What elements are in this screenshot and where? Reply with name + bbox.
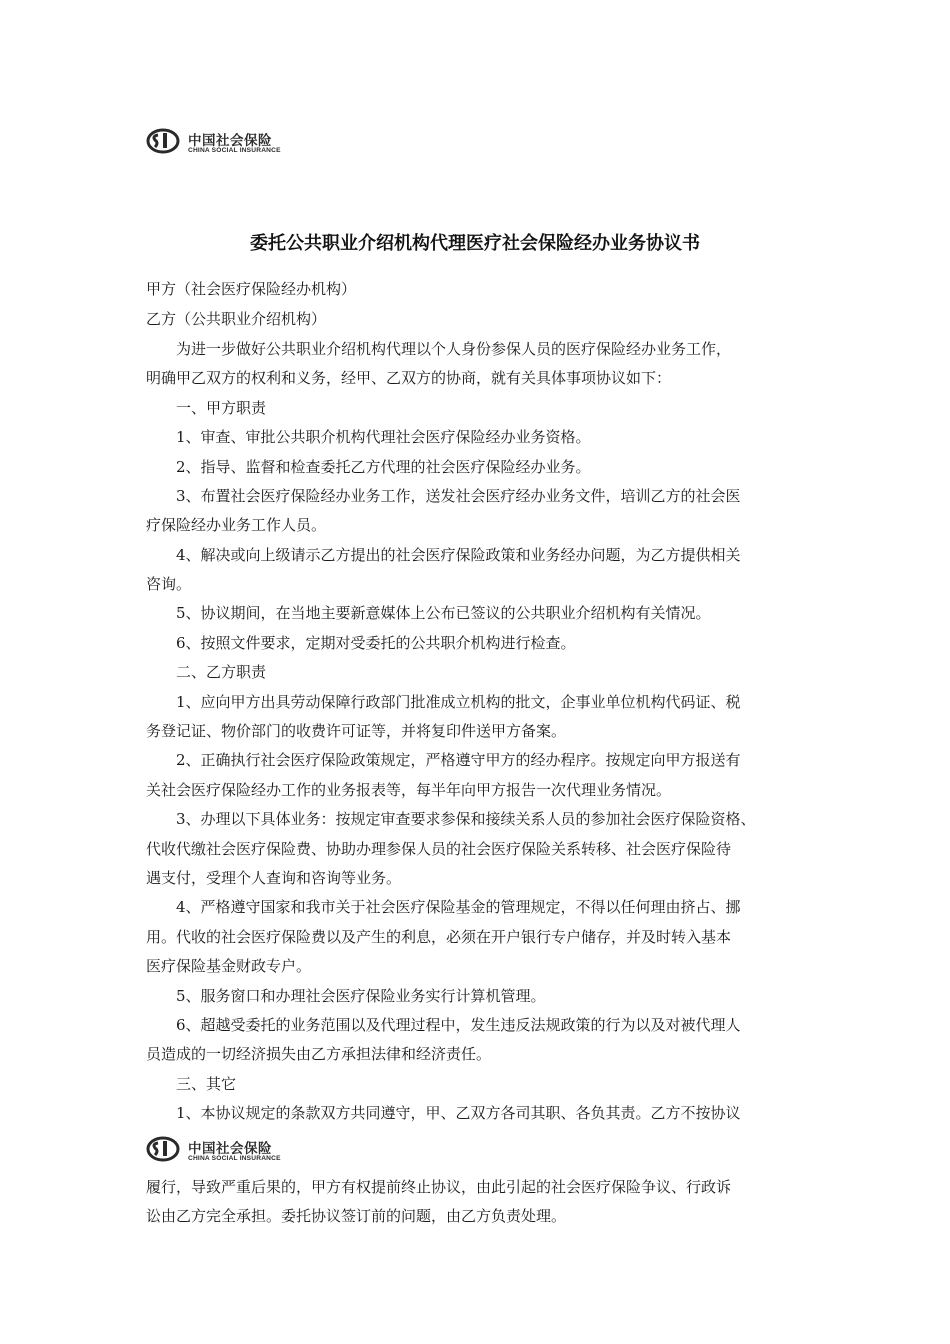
paragraph-line: 用。代收的社会医疗保险费以及产生的利息，必须在开户银行专户储存，并及时转入基本: [146, 928, 732, 946]
paragraph-line: 1、本协议规定的条款双方共同遵守，甲、乙双方各司其职、各负其责。乙方不按协议: [176, 1104, 741, 1122]
paragraph-line: 关社会医疗保险经办工作的业务报表等，每半年向甲方报告一次代理业务情况。: [146, 781, 672, 799]
logo-chinese-name: 中国社会保险: [188, 133, 272, 149]
logo-english-name: CHINA SOCIAL INSURANCE: [188, 1155, 281, 1162]
logo-english-name: CHINA SOCIAL INSURANCE: [188, 147, 281, 154]
party-b-line: 乙方（公共职业介绍机构）: [146, 310, 327, 328]
paragraph-line: 3、办理以下具体业务：按规定审查要求参保和接续关系人员的参加社会医疗保险资格、: [176, 810, 756, 828]
china-social-insurance-emblem-icon: [146, 1134, 186, 1164]
paragraph-line: 1、应向甲方出具劳动保障行政部门批准成立机构的批文，企事业单位机构代码证、税: [176, 693, 741, 711]
paragraph-line: 讼由乙方完全承担。委托协议签订前的问题，由乙方负责处理。: [146, 1207, 567, 1225]
section-heading: 一、甲方职责: [176, 399, 267, 417]
paragraph-line: 6、超越受委托的业务范围以及代理过程中，发生违反法规政策的行为以及对被代理人: [176, 1016, 741, 1034]
paragraph-line: 员造成的一切经济损失由乙方承担法律和经济责任。: [146, 1045, 492, 1063]
paragraph-line: 4、解决或向上级请示乙方提出的社会医疗保险政策和业务经办问题，为乙方提供相关: [176, 546, 741, 564]
china-social-insurance-emblem-icon: [146, 126, 186, 156]
header-logo: [146, 126, 306, 162]
paragraph-line: 5、协议期间，在当地主要新意媒体上公布已签议的公共职业介绍机构有关情况。: [176, 604, 711, 622]
paragraph-line: 遇支付，受理个人查询和咨询等业务。: [146, 869, 402, 887]
paragraph-line: 5、服务窗口和办理社会医疗保险业务实行计算机管理。: [176, 987, 546, 1005]
paragraph-line: 疗保险经办业务工作人员。: [146, 516, 327, 534]
paragraph-line: 4、严格遵守国家和我市关于社会医疗保险基金的管理规定，不得以任何理由挤占、挪: [176, 898, 741, 916]
paragraph-line: 务登记证、物价部门的收费许可证等，并将复印件送甲方备案。: [146, 722, 567, 740]
paragraph-line: 医疗保险基金财政专户。: [146, 957, 312, 975]
paragraph-line: 代收代缴社会医疗保险费、协助办理参保人员的社会医疗保险关系转移、社会医疗保险待: [146, 840, 732, 858]
paragraph-line: 履行，导致严重后果的，甲方有权提前终止协议，由此引起的社会医疗保险争议、行政诉: [146, 1178, 732, 1196]
paragraph-line: 咨询。: [146, 575, 192, 593]
page-header-logo: [146, 1134, 306, 1170]
section-heading: 三、其它: [176, 1075, 237, 1093]
paragraph-line: 明确甲乙双方的权利和义务，经甲、乙双方的协商，就有关具体事项协议如下：: [146, 369, 672, 387]
logo-chinese-name: 中国社会保险: [188, 1141, 272, 1157]
party-a-line: 甲方（社会医疗保险经办机构）: [146, 280, 357, 298]
paragraph-line: 3、布置社会医疗保险经办业务工作，送发社会医疗经办业务文件，培训乙方的社会医: [176, 487, 741, 505]
paragraph-line: 2、指导、监督和检查委托乙方代理的社会医疗保险经办业务。: [176, 458, 591, 476]
paragraph-line: 为进一步做好公共职业介绍机构代理以个人身份参保人员的医疗保险经办业务工作，: [176, 340, 732, 358]
paragraph-line: 2、正确执行社会医疗保险政策规定，严格遵守甲方的经办程序。按规定向甲方报送有: [176, 751, 741, 769]
document-title: 委托公共职业介绍机构代理医疗社会保险经办业务协议书: [250, 233, 700, 254]
paragraph-line: 6、按照文件要求，定期对受委托的公共职介机构进行检查。: [176, 634, 576, 652]
paragraph-line: 1、审查、审批公共职介机构代理社会医疗保险经办业务资格。: [176, 428, 591, 446]
section-heading: 二、乙方职责: [176, 663, 267, 681]
